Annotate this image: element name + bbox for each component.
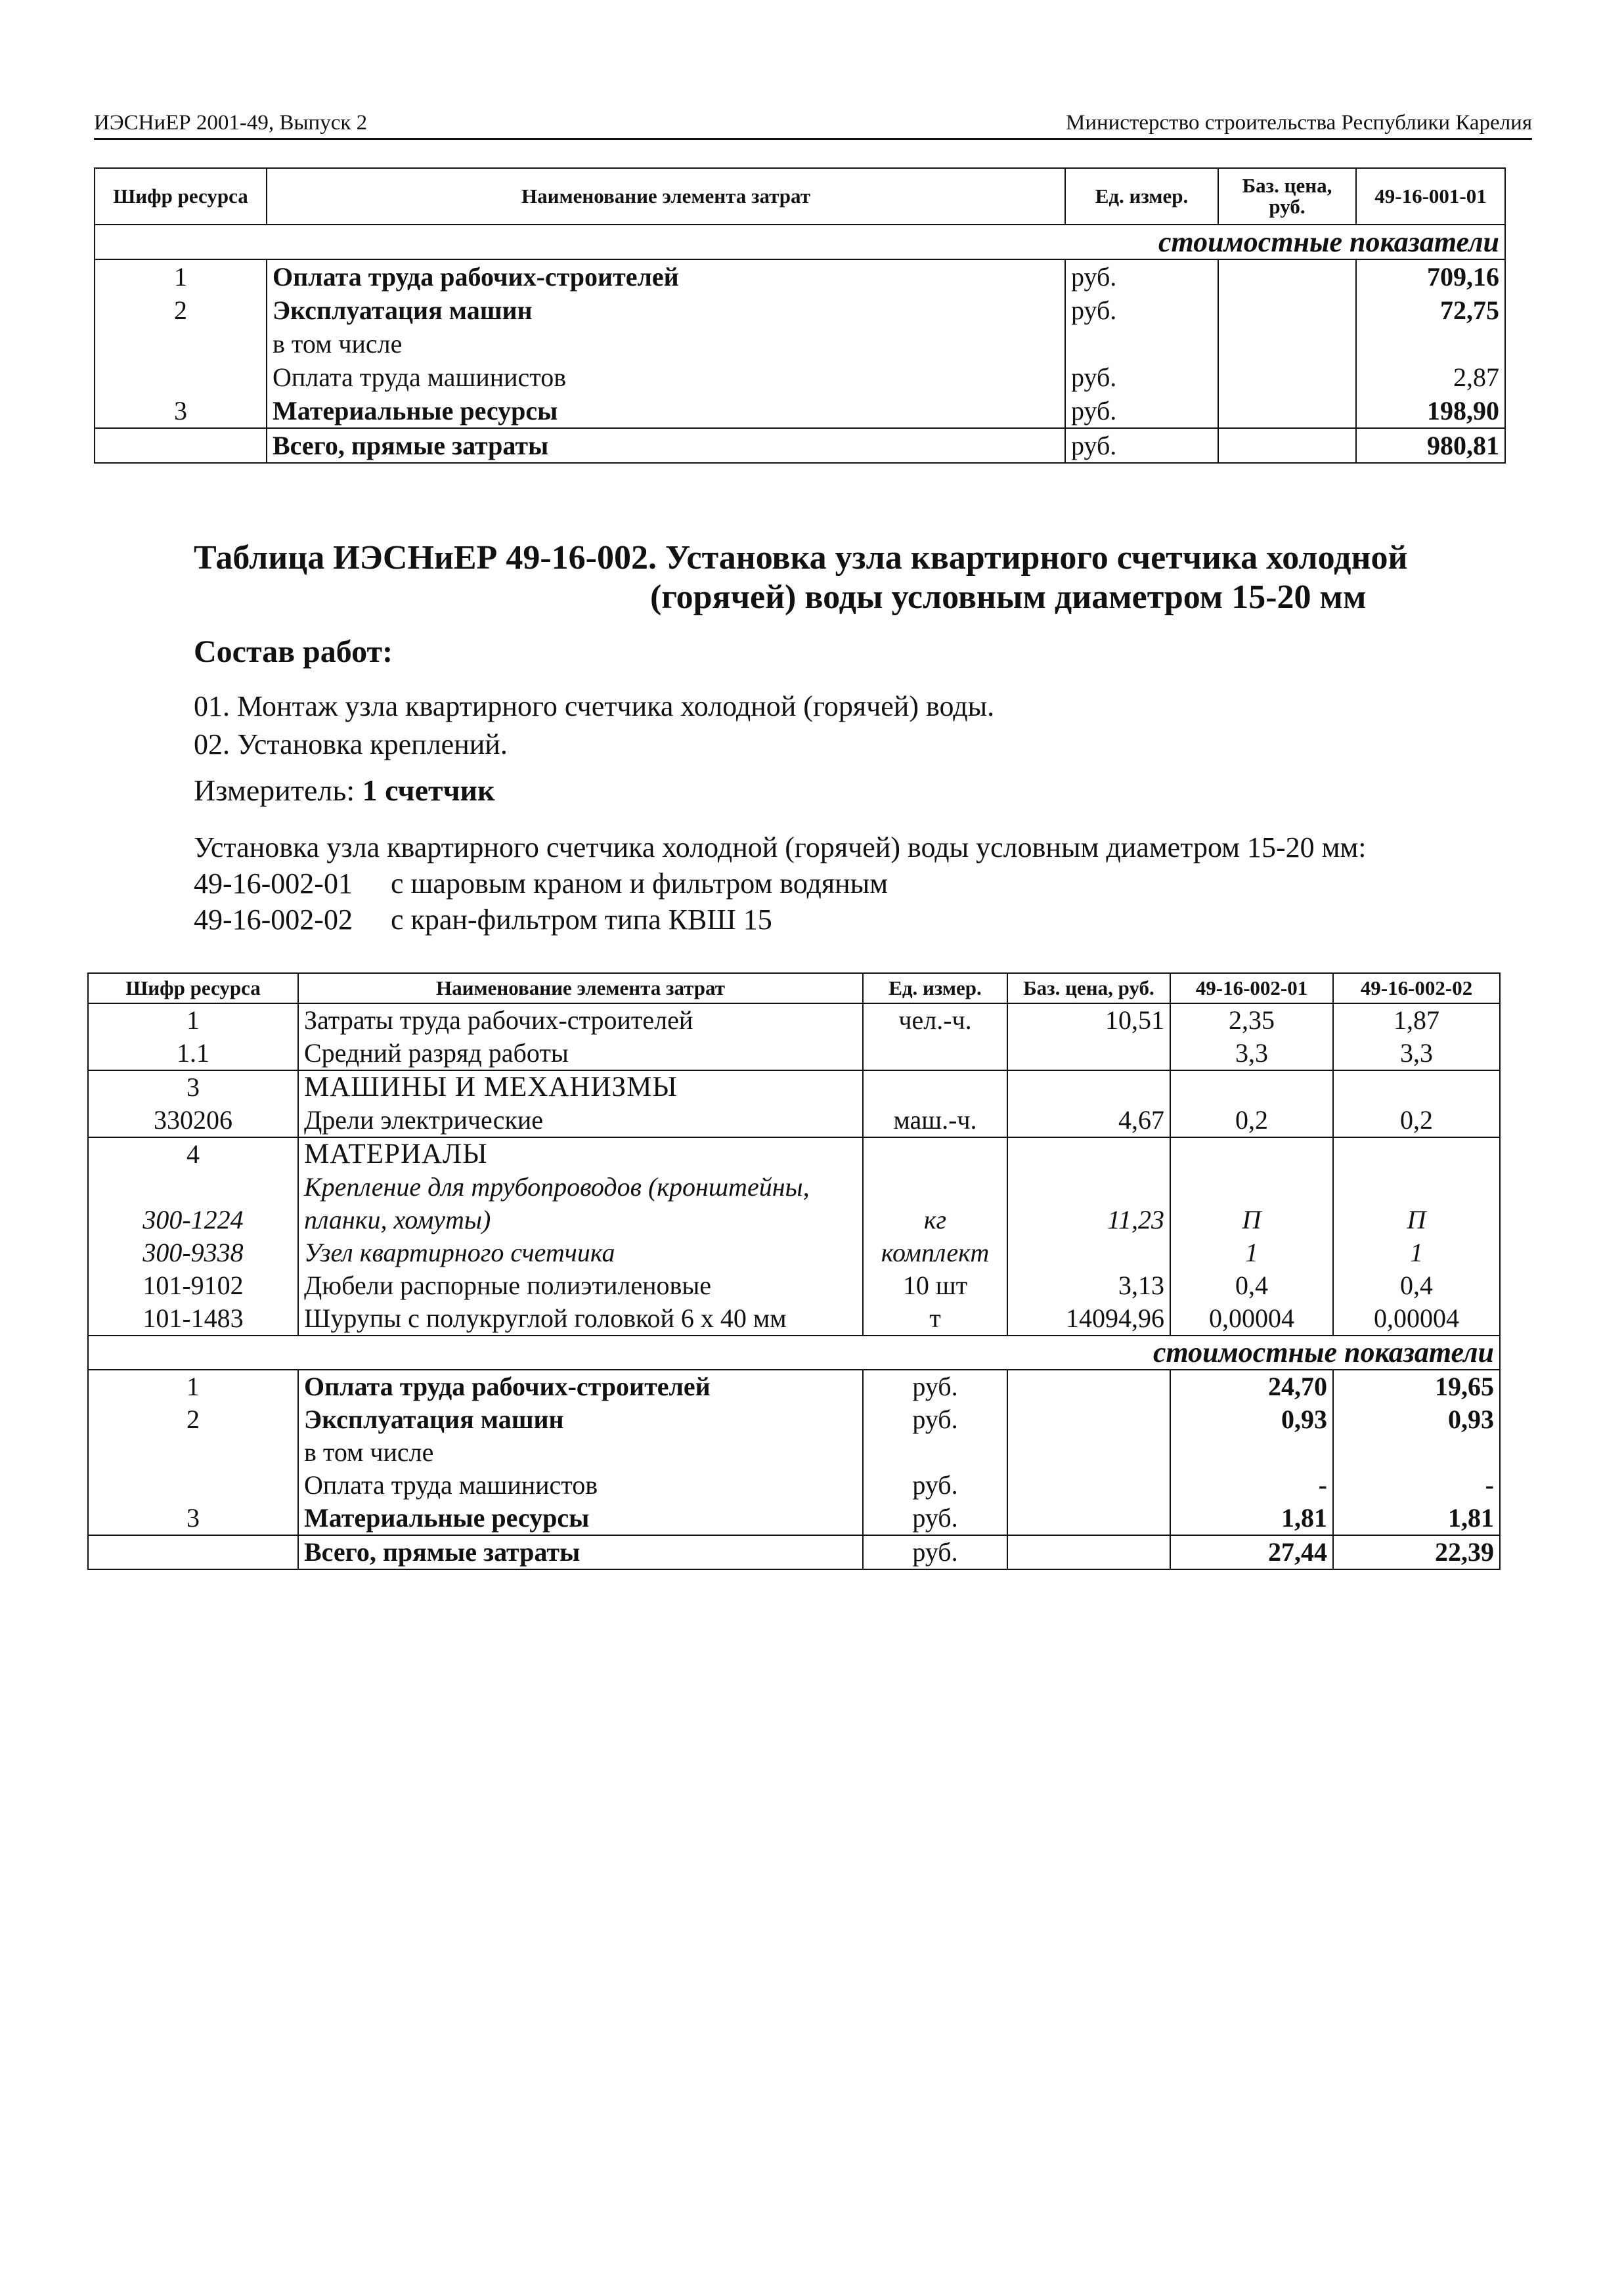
cell-code xyxy=(88,1436,298,1469)
variants-intro: Установка узла квартирного счетчика холодной (горячей) воды условным диаметром 15-20 мм: xyxy=(194,831,1367,863)
cell-code: 4 xyxy=(88,1137,298,1171)
cell-v1: 980,81 xyxy=(1356,428,1505,463)
cell-code xyxy=(95,327,267,360)
col-header-v2: 49-16-002-02 xyxy=(1333,973,1500,1003)
cell-v1: 0,00004 xyxy=(1170,1302,1333,1336)
cell-v1: 0,2 xyxy=(1170,1104,1333,1137)
cell-unit xyxy=(863,1070,1007,1104)
cell-price xyxy=(1007,1137,1170,1171)
cell-v2 xyxy=(1333,1171,1500,1204)
cell-code: 1.1 xyxy=(88,1037,298,1070)
cell-v1: 198,90 xyxy=(1356,394,1505,428)
table-row xyxy=(88,1436,1500,1469)
cell-v1: 0,93 xyxy=(1170,1403,1333,1436)
col-header-code: Шифр ресурса xyxy=(95,168,267,225)
cell-v2: - xyxy=(1333,1469,1500,1502)
cell-price xyxy=(1007,1469,1170,1502)
table-row xyxy=(88,1037,1500,1070)
cell-v2: 0,2 xyxy=(1333,1104,1500,1137)
table-row xyxy=(88,1502,1500,1535)
variant-desc: с кран-фильтром типа КВШ 15 xyxy=(391,904,772,936)
col-header-v1: 49-16-002-01 xyxy=(1170,973,1333,1003)
cell-price xyxy=(1218,394,1356,428)
cell-code: 2 xyxy=(88,1403,298,1436)
col-header-v1: 49-16-001-01 xyxy=(1356,168,1505,225)
header-ministry: Министерство строительства Республики Карелия xyxy=(1065,111,1532,135)
cell-code: 330206 xyxy=(88,1104,298,1137)
table-header-row xyxy=(95,168,1505,225)
cell-v2 xyxy=(1333,1070,1500,1104)
cell-code: 101-1483 xyxy=(88,1302,298,1336)
cell-price: 10,51 xyxy=(1007,1003,1170,1037)
page-header xyxy=(94,106,1532,140)
cell-unit xyxy=(863,1171,1007,1204)
cell-v1: 27,44 xyxy=(1170,1535,1333,1569)
cell-v2: 22,39 xyxy=(1333,1535,1500,1569)
cell-unit: руб. xyxy=(1065,360,1218,394)
work-item: 01. Монтаж узла квартирного счетчика холодной (горячей) воды. xyxy=(194,690,995,722)
cell-price xyxy=(1218,360,1356,394)
cell-price: 3,13 xyxy=(1007,1269,1170,1302)
cell-name: Всего, прямые затраты xyxy=(267,428,1065,463)
cell-v1: 0,4 xyxy=(1170,1269,1333,1302)
cost-label-row xyxy=(88,1336,1500,1370)
cell-v2: 1,87 xyxy=(1333,1003,1500,1037)
table-row xyxy=(95,327,1505,360)
section-title-line2: (горячей) воды условным диаметром 15-20 мм xyxy=(650,578,1367,616)
cell-v1: - xyxy=(1170,1469,1333,1502)
cell-unit xyxy=(863,1137,1007,1171)
cell-name: Средний разряд работы xyxy=(298,1037,863,1070)
cell-v1: 2,35 xyxy=(1170,1003,1333,1037)
cell-name: в том числе xyxy=(267,327,1065,360)
cell-v1 xyxy=(1170,1171,1333,1204)
col-header-price: Баз. цена, руб. xyxy=(1007,973,1170,1003)
cell-unit: руб. xyxy=(1065,294,1218,327)
variant-item xyxy=(194,903,772,936)
table-row xyxy=(88,1104,1500,1137)
cell-v2: П xyxy=(1333,1204,1500,1236)
cell-unit xyxy=(863,1037,1007,1070)
cell-name: Дюбели распорные полиэтиленовые xyxy=(298,1269,863,1302)
variant-desc: с шаровым краном и фильтром водяным xyxy=(391,867,889,900)
cell-unit: т xyxy=(863,1302,1007,1336)
cell-v1 xyxy=(1170,1137,1333,1171)
table-row-total xyxy=(88,1535,1500,1569)
col-header-unit: Ед. измер. xyxy=(1065,168,1218,225)
cell-unit xyxy=(863,1436,1007,1469)
meter xyxy=(194,773,495,808)
cell-code: 3 xyxy=(88,1502,298,1535)
col-header-code: Шифр ресурса xyxy=(88,973,298,1003)
cell-v1 xyxy=(1170,1436,1333,1469)
col-header-price: Баз. цена, руб. xyxy=(1218,168,1356,225)
cell-code xyxy=(88,1535,298,1569)
meter-label: Измеритель: xyxy=(194,774,355,807)
cell-price: 4,67 xyxy=(1007,1104,1170,1137)
cell-name: МАТЕРИАЛЫ xyxy=(298,1137,863,1171)
cell-name: Материальные ресурсы xyxy=(298,1502,863,1535)
cell-v1: 1,81 xyxy=(1170,1502,1333,1535)
table-row xyxy=(88,1469,1500,1502)
cell-price xyxy=(1218,428,1356,463)
cost-label: стоимостные показатели xyxy=(88,1336,1500,1370)
col-header-unit: Ед. измер. xyxy=(863,973,1007,1003)
table-row-section xyxy=(88,1070,1500,1104)
cell-price xyxy=(1007,1037,1170,1070)
cell-name: Дрели электрические xyxy=(298,1104,863,1137)
cell-v2: 0,00004 xyxy=(1333,1302,1500,1336)
cell-name: Оплата труда машинистов xyxy=(267,360,1065,394)
cell-price xyxy=(1007,1436,1170,1469)
col-header-name: Наименование элемента затрат xyxy=(298,973,863,1003)
cell-price xyxy=(1007,1236,1170,1269)
cell-v1: П xyxy=(1170,1204,1333,1236)
variant-code: 49-16-002-02 xyxy=(194,904,353,936)
cell-code xyxy=(95,428,267,463)
cell-price: 14094,96 xyxy=(1007,1302,1170,1336)
variant-item xyxy=(194,867,888,900)
cell-code: 2 xyxy=(95,294,267,327)
table-row xyxy=(95,394,1505,428)
header-document-code: ИЭСНиЕР 2001-49, Выпуск 2 xyxy=(94,111,368,135)
composition-label: Состав работ: xyxy=(194,634,393,669)
cell-code: 1 xyxy=(95,259,267,294)
work-item: 02. Установка креплений. xyxy=(194,728,508,760)
cell-name: Оплата труда рабочих-строителей xyxy=(267,259,1065,294)
cell-code: 3 xyxy=(88,1070,298,1104)
cell-v2 xyxy=(1333,1137,1500,1171)
table-row xyxy=(88,1403,1500,1436)
table-row xyxy=(88,1204,1500,1236)
cell-v1: 72,75 xyxy=(1356,294,1505,327)
table-row-section xyxy=(88,1137,1500,1171)
section-title xyxy=(194,538,1428,617)
cell-code: 3 xyxy=(95,394,267,428)
cell-name: в том числе xyxy=(298,1436,863,1469)
cell-v1 xyxy=(1356,327,1505,360)
cell-code: 300-9338 xyxy=(88,1236,298,1269)
cell-price xyxy=(1007,1535,1170,1569)
cell-price xyxy=(1218,294,1356,327)
cell-price xyxy=(1218,259,1356,294)
cell-price xyxy=(1007,1171,1170,1204)
table-row xyxy=(88,1370,1500,1403)
cell-unit: маш.-ч. xyxy=(863,1104,1007,1137)
cell-v1: 1 xyxy=(1170,1236,1333,1269)
cell-price xyxy=(1007,1502,1170,1535)
table-row xyxy=(95,294,1505,327)
cell-v1: 3,3 xyxy=(1170,1037,1333,1070)
cell-name: Материальные ресурсы xyxy=(267,394,1065,428)
cell-unit: комплект xyxy=(863,1236,1007,1269)
cell-name: Затраты труда рабочих-строителей xyxy=(298,1003,863,1037)
cell-code xyxy=(88,1171,298,1204)
cell-v2: 1,81 xyxy=(1333,1502,1500,1535)
cell-name: Шурупы с полукруглой головкой 6 х 40 мм xyxy=(298,1302,863,1336)
cell-unit: чел.-ч. xyxy=(863,1003,1007,1037)
cell-unit: руб. xyxy=(1065,428,1218,463)
cell-name: Крепление для трубопроводов (кронштейны, xyxy=(298,1171,863,1204)
table-row-total xyxy=(95,428,1505,463)
cell-v1: 709,16 xyxy=(1356,259,1505,294)
cell-unit: руб. xyxy=(863,1403,1007,1436)
cell-unit xyxy=(1065,327,1218,360)
cell-code xyxy=(88,1469,298,1502)
cell-code: 300-1224 xyxy=(88,1204,298,1236)
variant-code: 49-16-002-01 xyxy=(194,867,353,900)
cell-name: Оплата труда рабочих-строителей xyxy=(298,1370,863,1403)
table-header-row xyxy=(88,973,1500,1003)
table-row xyxy=(88,1236,1500,1269)
cell-name: планки, хомуты) xyxy=(298,1204,863,1236)
cell-price xyxy=(1218,327,1356,360)
cell-unit: 10 шт xyxy=(863,1269,1007,1302)
cost-label-row xyxy=(95,225,1505,259)
meter-value: 1 счетчик xyxy=(362,774,495,807)
cell-price xyxy=(1007,1370,1170,1403)
cell-code xyxy=(95,360,267,394)
cell-v2: 0,4 xyxy=(1333,1269,1500,1302)
cell-name: Всего, прямые затраты xyxy=(298,1535,863,1569)
cell-code: 1 xyxy=(88,1370,298,1403)
table-row xyxy=(88,1003,1500,1037)
cell-name: Узел квартирного счетчика xyxy=(298,1236,863,1269)
cell-v2: 0,93 xyxy=(1333,1403,1500,1436)
table-row xyxy=(88,1171,1500,1204)
cost-table-49-16-001 xyxy=(94,167,1506,464)
section-title-line1: Таблица ИЭСНиЕР 49-16-002. Установка узла квартирного счетчика холодной xyxy=(194,539,1408,577)
table-row xyxy=(95,360,1505,394)
cell-unit: кг xyxy=(863,1204,1007,1236)
cell-name: Оплата труда машинистов xyxy=(298,1469,863,1502)
table-row xyxy=(88,1302,1500,1336)
cell-unit: руб. xyxy=(863,1502,1007,1535)
cell-unit: руб. xyxy=(863,1469,1007,1502)
cell-price: 11,23 xyxy=(1007,1204,1170,1236)
cell-code: 101-9102 xyxy=(88,1269,298,1302)
table-row xyxy=(95,259,1505,294)
cell-name: Эксплуатация машин xyxy=(298,1403,863,1436)
cell-price xyxy=(1007,1070,1170,1104)
cell-unit: руб. xyxy=(1065,259,1218,294)
cell-v1: 24,70 xyxy=(1170,1370,1333,1403)
cell-price xyxy=(1007,1403,1170,1436)
cell-v1: 2,87 xyxy=(1356,360,1505,394)
cell-name: МАШИНЫ И МЕХАНИЗМЫ xyxy=(298,1070,863,1104)
cell-v2: 19,65 xyxy=(1333,1370,1500,1403)
cell-v2: 1 xyxy=(1333,1236,1500,1269)
cell-unit: руб. xyxy=(863,1370,1007,1403)
cell-v1 xyxy=(1170,1070,1333,1104)
cell-name: Эксплуатация машин xyxy=(267,294,1065,327)
cell-code: 1 xyxy=(88,1003,298,1037)
col-header-name: Наименование элемента затрат xyxy=(267,168,1065,225)
cell-unit: руб. xyxy=(1065,394,1218,428)
cell-unit: руб. xyxy=(863,1535,1007,1569)
table-row xyxy=(88,1269,1500,1302)
cost-label: стоимостные показатели xyxy=(95,225,1505,259)
cell-v2 xyxy=(1333,1436,1500,1469)
cost-table-49-16-002 xyxy=(87,972,1501,1570)
cell-v2: 3,3 xyxy=(1333,1037,1500,1070)
